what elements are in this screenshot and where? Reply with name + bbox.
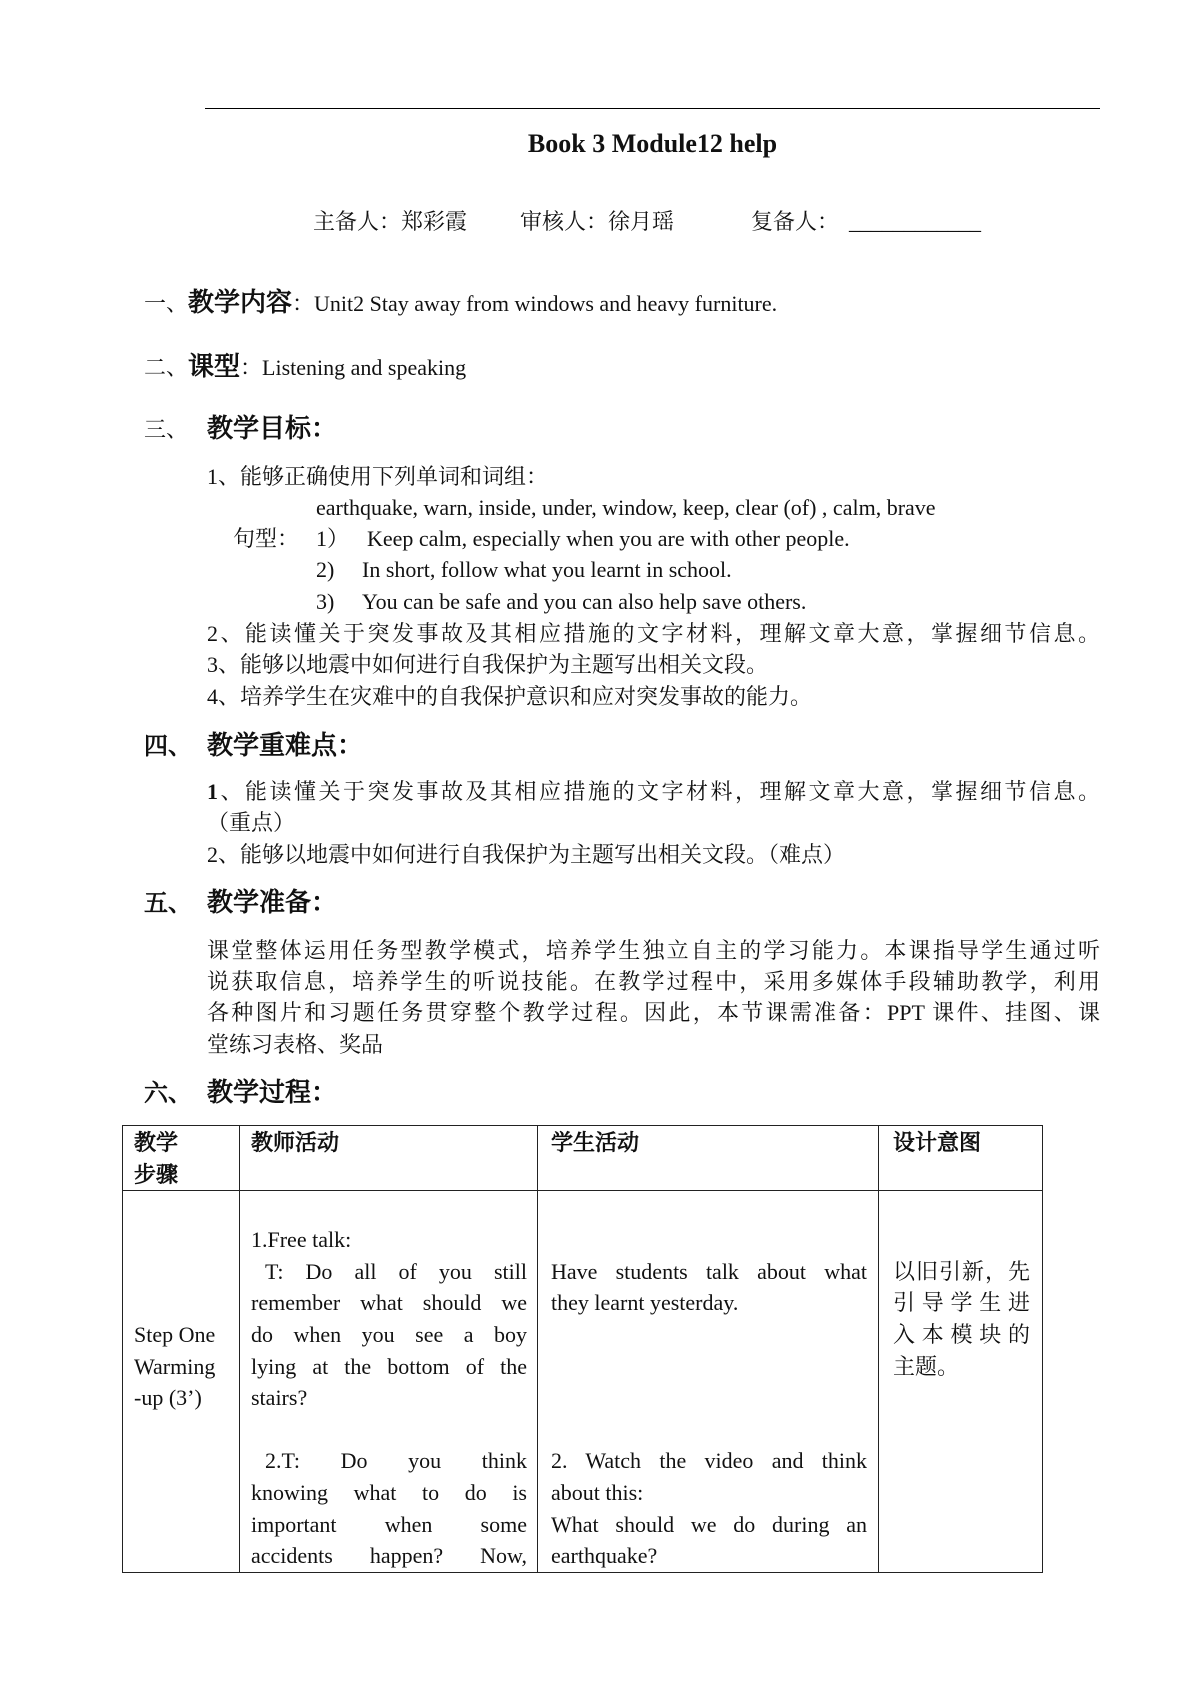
section-number: 五、 xyxy=(144,891,192,917)
student-line: earthquake? xyxy=(551,1543,658,1569)
section-heading: 教学过程： xyxy=(207,1078,338,1107)
cell-step xyxy=(123,1191,240,1573)
vocabulary-list: earthquake, warn, inside, under, window, keep, clear (of) , calm, brave xyxy=(316,495,936,520)
teacher-line: accidents happen? Now, xyxy=(251,1543,527,1569)
teacher-line: knowing what to do is xyxy=(251,1479,527,1505)
section-objectives xyxy=(144,413,337,445)
student-line: they learnt yesterday. xyxy=(551,1290,739,1316)
cell-design-intent xyxy=(879,1191,1043,1573)
section-lesson-type xyxy=(144,351,466,383)
section-number: 二、 xyxy=(144,355,189,380)
main-preparer-label: 主备人： xyxy=(313,209,402,234)
section-heading: 课型 xyxy=(188,352,241,381)
co-preparer-label: 复备人： xyxy=(751,209,840,234)
sentence-pattern-1-number: 1） xyxy=(316,526,350,551)
section-heading: 教学内容 xyxy=(188,288,293,317)
reviewer-label: 审核人： xyxy=(520,209,609,234)
section-number: 六、 xyxy=(144,1081,192,1107)
key-point-1-number: 1 xyxy=(207,779,218,804)
key-point-1-tag: （重点） xyxy=(207,810,296,835)
objective-3: 3、能够以地震中如何进行自我保护为主题写出相关文段。 xyxy=(207,652,769,677)
sentence-pattern-3-number: 3) xyxy=(316,589,335,614)
header-teacher-label: 教师活动 xyxy=(251,1130,340,1155)
sentence-pattern-3: You can be safe and you can also help save others. xyxy=(362,589,807,614)
section-heading: 教学准备： xyxy=(207,888,338,917)
teacher-line: do when you see a boy xyxy=(251,1321,527,1347)
intent-paragraph xyxy=(893,1256,1030,1382)
intent-line: 入本模块的 xyxy=(893,1321,1030,1347)
sentence-pattern-2: In short, follow what you learnt in school. xyxy=(362,557,732,582)
header-student-activity xyxy=(538,1126,879,1191)
step-line: -up (3’) xyxy=(134,1385,202,1411)
student-line: 2. Watch the video and think xyxy=(551,1448,867,1474)
preparation-line: 说获取信息，培养学生的听说技能。在教学过程中，采用多媒体手段辅助教学，利用 xyxy=(207,969,1100,994)
teacher-line: lying at the bottom of the xyxy=(251,1353,527,1379)
teacher-line: 1.Free talk: xyxy=(251,1227,352,1253)
main-preparer xyxy=(313,206,467,238)
section-text: ：Listening and speaking xyxy=(240,355,467,380)
student-paragraph xyxy=(551,1509,867,1572)
reviewer xyxy=(520,206,674,238)
section-number: 三、 xyxy=(144,417,189,442)
header-teacher-activity xyxy=(240,1126,538,1191)
teacher-line: remember what should we xyxy=(251,1290,527,1316)
section-heading: 教学目标： xyxy=(207,414,338,443)
preparation-line: 课堂整体运用任务型教学模式，培养学生独立自主的学习能力。本课指导学生通过听 xyxy=(207,938,1100,963)
sentence-pattern-1: Keep calm, especially when you are with other people. xyxy=(367,526,850,551)
section-key-points xyxy=(144,730,363,762)
table-header-row xyxy=(123,1126,1043,1191)
teacher-line: stairs? xyxy=(251,1385,308,1411)
document-title: Book 3 Module12 help xyxy=(527,129,778,158)
teacher-paragraph xyxy=(251,1445,527,1571)
teacher-line: important when some xyxy=(251,1511,527,1537)
sentence-pattern-2-number: 2) xyxy=(316,557,335,582)
teacher-paragraph xyxy=(251,1224,527,1256)
section-process xyxy=(144,1077,337,1109)
process-table xyxy=(122,1125,1043,1573)
key-point-1 xyxy=(207,776,1100,808)
cell-student-activity xyxy=(538,1191,879,1573)
objective-2: 2、能读懂关于突发事故及其相应措施的文字材料，理解文章大意，掌握细节信息。 xyxy=(207,621,1100,646)
objective-4: 4、培养学生在灾难中的自我保护意识和应对突发事故的能力。 xyxy=(207,684,813,709)
intent-line: 主题。 xyxy=(893,1353,960,1379)
section-heading: 教学重难点： xyxy=(207,731,364,760)
sentence-patterns-label: 句型： xyxy=(233,526,300,551)
student-paragraph xyxy=(551,1445,867,1508)
key-point-1-text: 、能读懂关于突发事故及其相应措施的文字材料，理解文章大意，掌握细节信息。 xyxy=(218,779,1100,804)
header-intent-label: 设计意图 xyxy=(893,1130,982,1155)
preparation-line: 各种图片和习题任务贯穿整个教学过程。因此，本节课需准备：PPT 课件、挂图、课 xyxy=(207,1000,1100,1025)
cell-teacher-activity xyxy=(240,1191,538,1573)
preparation-line: 堂练习表格、奖品 xyxy=(207,1032,384,1057)
student-line: Have students talk about what xyxy=(551,1258,867,1284)
key-point-2: 2、能够以地震中如何进行自我保护为主题写出相关文段。（难点） xyxy=(207,842,846,867)
section-number: 四、 xyxy=(144,734,192,760)
header-step-line: 教学 xyxy=(134,1130,179,1155)
header-rule xyxy=(205,108,1100,109)
co-preparer-blank: ____________ xyxy=(849,209,982,234)
intent-line: 以旧引新，先 xyxy=(893,1258,1030,1284)
step-line: Warming xyxy=(134,1353,216,1379)
teacher-line: 2.T: Do you think xyxy=(265,1448,527,1474)
main-preparer-name: 郑彩霞 xyxy=(401,209,468,234)
teacher-line: T: Do all of you still xyxy=(265,1258,527,1284)
header-student-label: 学生活动 xyxy=(551,1130,640,1155)
student-paragraph xyxy=(551,1256,867,1319)
co-preparer xyxy=(751,206,981,238)
section-teaching-content xyxy=(144,287,777,319)
section-number: 一、 xyxy=(144,291,189,316)
reviewer-name: 徐月瑶 xyxy=(608,209,675,234)
section-text: ：Unit2 Stay away from windows and heavy furniture. xyxy=(292,291,778,316)
preparers-line xyxy=(0,206,1200,238)
objective-1: 1、能够正确使用下列单词和词组： xyxy=(207,464,549,489)
step-line: Step One xyxy=(134,1322,216,1348)
header-step-line: 步骤 xyxy=(134,1161,179,1187)
student-line: about this: xyxy=(551,1479,644,1505)
student-line: What should we do during an xyxy=(551,1511,867,1537)
section-preparation xyxy=(144,887,337,919)
intent-line: 引导学生进 xyxy=(893,1290,1030,1316)
table-row xyxy=(123,1191,1043,1573)
header-step xyxy=(123,1126,240,1191)
teacher-paragraph xyxy=(251,1256,527,1414)
header-design-intent xyxy=(879,1126,1043,1191)
